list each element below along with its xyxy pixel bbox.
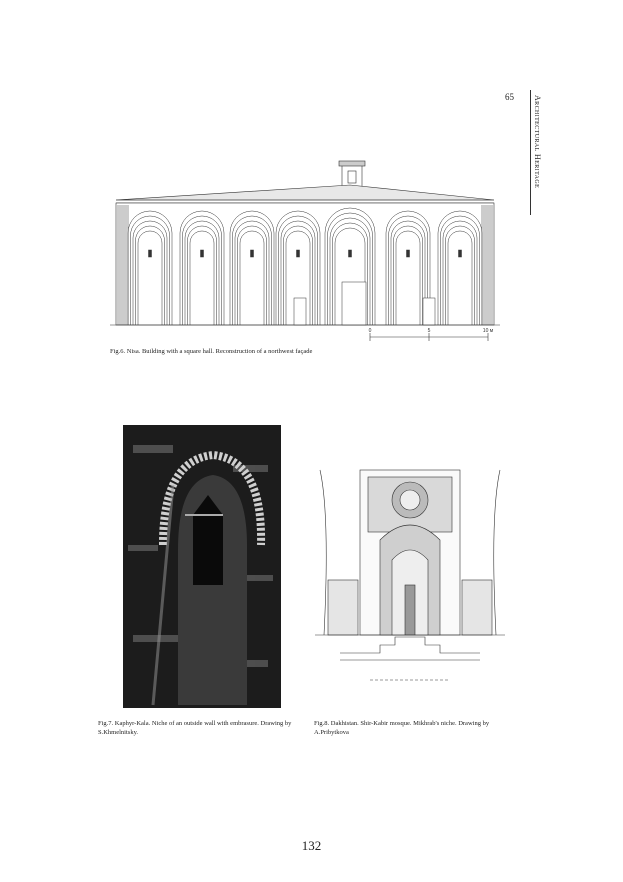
figure-7-caption: Fig.7. Kaphyr-Kala. Niche of an outside wall with embrasure. Drawing by S.Khmelnitsky. [98,720,292,736]
scale-label-5: 5 [427,328,431,334]
figure-7-niche-drawing [123,425,281,708]
folio-page-number: 132 [301,838,322,853]
scale-label-0: 0 [368,328,372,334]
running-head-text: Architectural Heritage [533,95,542,189]
page-number: 65 [505,92,514,102]
scale-label-10: 10 м [482,328,494,334]
figure-6-caption: Fig.6. Nisa. Building with a square hall. Reconstruction of a northwest façade [110,348,313,355]
figure-6-facade-drawing [110,155,500,345]
figure-8-mihrab-drawing [310,465,510,695]
running-head [528,95,546,215]
figure-8-caption: Fig.8. Dakhistan. Shir-Kabir mosque. Mikhrab's niche. Drawing by A.Pribytkova [314,720,490,736]
